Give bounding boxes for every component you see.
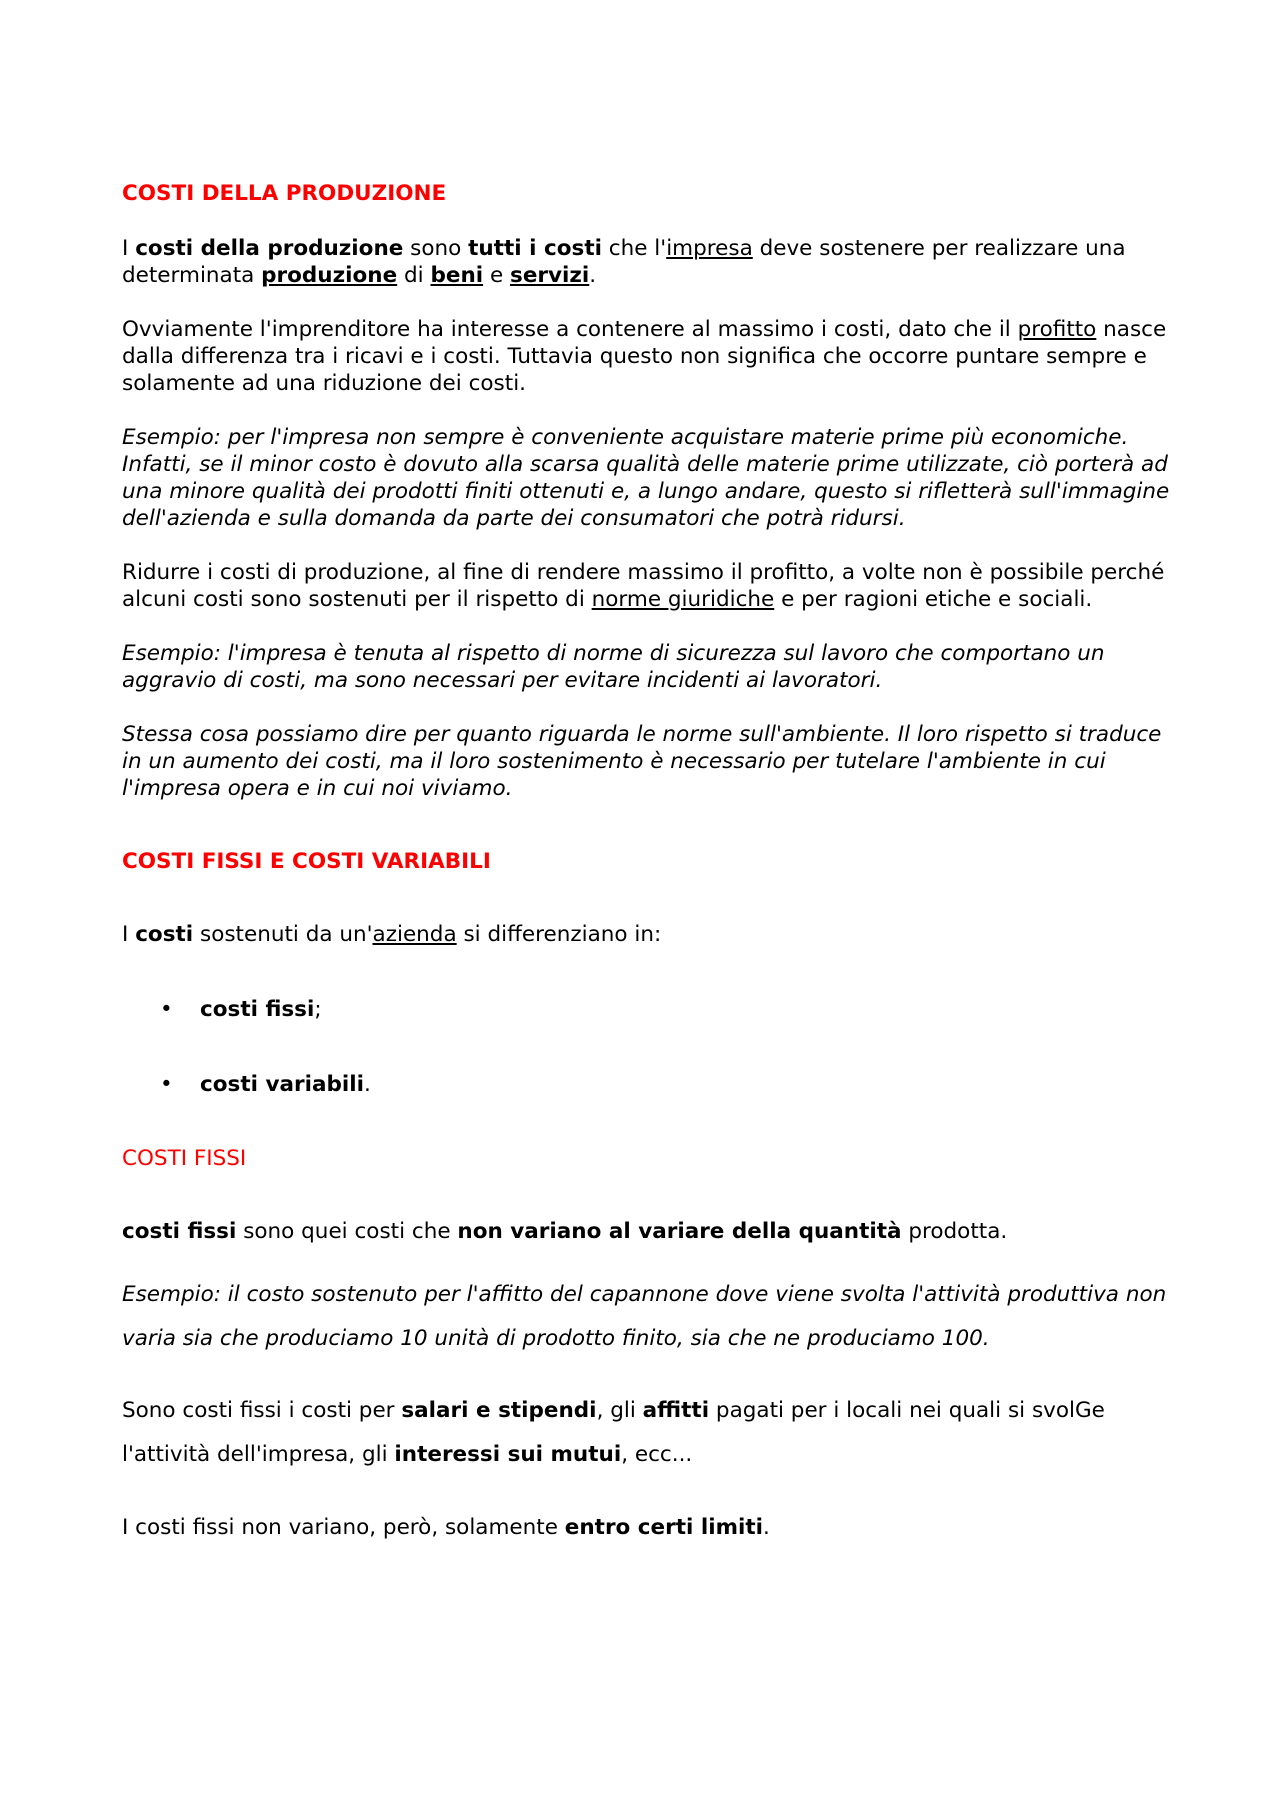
- list-item: • costi fissi;: [160, 997, 322, 1022]
- link-beni[interactable]: beni: [430, 263, 484, 288]
- paragraph-esempio-capannone: Esempio: il costo sostenuto per l'affitto del capannone dove viene svolta l'attività produttiva non varia sia che produciamo 10 unità di prodotto finito, sia che ne produciamo 100.: [122, 1282, 1167, 1351]
- paragraph-profitto: Ovviamente l'imprenditore ha interesse a contenere al massimo i costi, dato che il profitto nasce dalla differenza tra i ricavi e i costi. Tuttavia questo non significa che occorre puntare sempre e solamente ad una riduzione dei costi.: [122, 317, 1167, 396]
- bullet-icon: •: [160, 1072, 173, 1097]
- paragraph-costi-differenziano: I costi sostenuti da un'azienda si differenziano in:: [122, 922, 662, 947]
- section-title-costi-fissi-variabili: COSTI FISSI E COSTI VARIABILI: [122, 849, 491, 874]
- paragraph-esempi-costi-fissi: Sono costi fissi i costi per salari e stipendi, gli affitti pagati per i locali nei quali si svolGe l'attività dell'impresa, gli interessi sui mutui, ecc...: [122, 1398, 1105, 1467]
- bullet-icon: •: [160, 997, 173, 1022]
- paragraph-definizione: I costi della produzione sono tutti i costi che l'impresa deve sostenere per realizzare una determinata produzione di beni e servizi.: [122, 236, 1126, 288]
- link-produzione[interactable]: produzione: [261, 263, 398, 288]
- paragraph-ambiente: Stessa cosa possiamo dire per quanto riguarda le norme sull'ambiente. Il loro rispetto si traduce in un aumento dei costi, ma il loro sostenimento è necessario per tutelare l'ambiente in cui l'impresa opera e in cui noi viviamo.: [122, 722, 1162, 801]
- list-item: • costi variabili.: [160, 1072, 371, 1097]
- link-profitto[interactable]: profitto: [1017, 317, 1097, 342]
- paragraph-limiti: I costi fissi non variano, però, solamente entro certi limiti.: [122, 1515, 770, 1540]
- link-azienda[interactable]: azienda: [372, 922, 457, 947]
- link-impresa[interactable]: impresa: [666, 236, 753, 261]
- paragraph-ridurre-costi: Ridurre i costi di produzione, al fine di rendere massimo il profitto, a volte non è possibile perché alcuni costi sono sostenuti per il rispetto di norme giuridiche e per ragioni etiche e sociali.: [122, 560, 1165, 612]
- bullet-list-tipi-costi: [122, 996, 1182, 1098]
- section-title-costi-della-produzione: COSTI DELLA PRODUZIONE: [122, 181, 447, 206]
- document-page: [122, 180, 1182, 1541]
- link-servizi[interactable]: servizi: [510, 263, 590, 288]
- paragraph-esempio-materie-prime: Esempio: per l'impresa non sempre è conveniente acquistare materie prime più economiche. Infatti, se il minor costo è dovuto alla scarsa qualità delle materie prime utilizzate, ciò porterà ad una minore qualità dei prodotti finiti ottenuti e, a lungo andare, questo si rifletterà sull'immagine dell'azienda e sulla domanda da parte dei consumatori che potrà ridursi.: [122, 425, 1170, 531]
- section-title-costi-fissi: COSTI FISSI: [122, 1146, 247, 1171]
- link-norme-giuridiche[interactable]: norme giuridiche: [591, 587, 775, 612]
- paragraph-costi-fissi-definizione: costi fissi sono quei costi che non variano al variare della quantità prodotta.: [122, 1219, 1008, 1244]
- paragraph-esempio-sicurezza: Esempio: l'impresa è tenuta al rispetto di norme di sicurezza sul lavoro che comportano un aggravio di costi, ma sono necessari per evitare incidenti ai lavoratori.: [122, 641, 1105, 693]
